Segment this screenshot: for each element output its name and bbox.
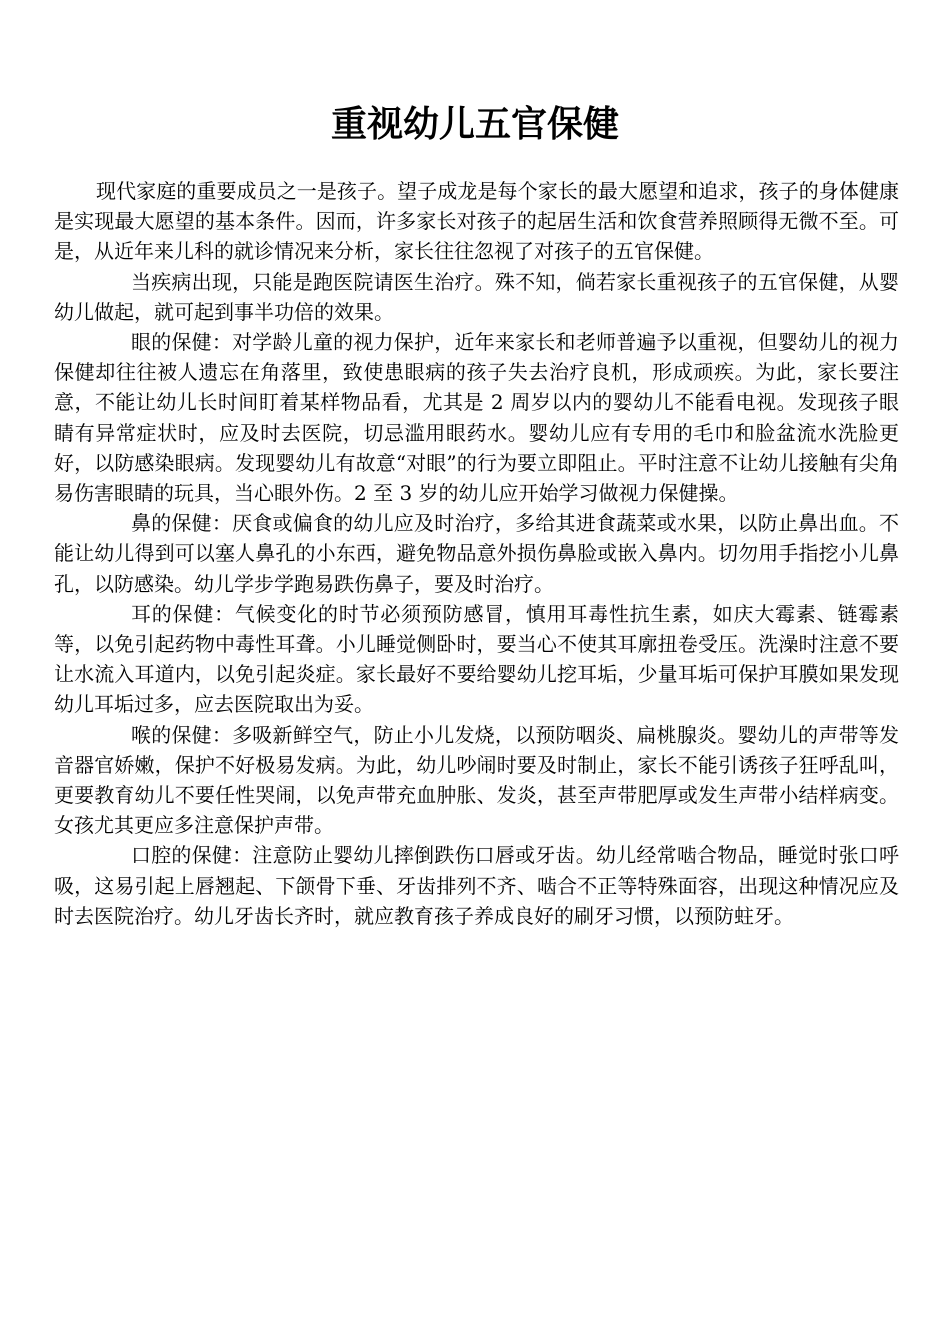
paragraph-eye-care: 眼的保健：对学龄儿童的视力保护，近年来家长和老师普遍予以重视，但婴幼儿的视力保健却往往被人遗忘在角落里，致使患眼病的孩子失去治疗良机，形成顽疾。为此，家长要注意，不能让幼儿长时间盯着某样物品看，尤其是 2 周岁以内的婴幼儿不能看电视。发现孩子眼睛有异常症状时，应及时去医院，切忌滥用眼药水。婴幼儿应有专用的毛巾和脸盆流水洗脸更好，以防感染眼病。发现婴幼儿有故意“对眼”的行为要立即阻止。平时注意不让幼儿接触有尖角易伤害眼睛的玩具，当心眼外伤。2 至 3 岁的幼儿应开始学习做视力保健操。	[54, 330, 899, 506]
paragraph-throat-care: 喉的保健：多吸新鲜空气，防止小儿发烧，以预防咽炎、扁桃腺炎。婴幼儿的声带等发音器官娇嫩，保护不好极易发病。为此，幼儿吵闹时要及时制止，家长不能引诱孩子狂呼乱叫，更要教育幼儿不要任性哭闹，以免声带充血肿胀、发炎，甚至声带肥厚或发生声带小结样病变。女孩尤其更应多注意保护声带。	[54, 722, 899, 838]
paragraph-mouth-care: 口腔的保健：注意防止婴幼儿摔倒跌伤口唇或牙齿。幼儿经常啮合物品，睡觉时张口呼吸，这易引起上唇翘起、下颌骨下垂、牙齿排列不齐、啮合不正等特殊面容，出现这种情况应及时去医院治疗。幼儿牙齿长齐时，就应教育孩子养成良好的刷牙习惯，以预防蛀牙。	[54, 843, 899, 928]
document-body	[54, 176, 899, 931]
paragraph-nose-care: 鼻的保健：厌食或偏食的幼儿应及时治疗，多给其进食蔬菜或水果，以防止鼻出血。不能让幼儿得到可以塞人鼻孔的小东西，避免物品意外损伤鼻脸或嵌入鼻内。切勿用手指挖小儿鼻孔，以防感染。幼儿学步学跑易跌伤鼻子，要及时治疗。	[54, 511, 899, 596]
paragraph-ear-care: 耳的保健：气候变化的时节必须预防感冒，慎用耳毒性抗生素，如庆大霉素、链霉素等，以免引起药物中毒性耳聋。小儿睡觉侧卧时，要当心不使其耳廓扭卷受压。洗澡时注意不要让水流入耳道内，以免引起炎症。家长最好不要给婴幼儿挖耳垢，少量耳垢可保护耳膜如果发现幼儿耳垢过多，应去医院取出为妥。	[54, 601, 899, 717]
document-title: 重视幼儿五官保健	[330, 104, 619, 145]
paragraph-illness: 当疾病出现，只能是跑医院请医生治疗。殊不知，倘若家长重视孩子的五官保健，从婴幼儿做起，就可起到事半功倍的效果。	[54, 269, 899, 324]
paragraph-intro: 现代家庭的重要成员之一是孩子。望子成龙是每个家长的最大愿望和追求，孩子的身体健康是实现最大愿望的基本条件。因而，许多家长对孩子的起居生活和饮食营养照顾得无微不至。可是，从近年来儿科的就诊情况来分析，家长往往忽视了对孩子的五官保健。	[54, 179, 899, 264]
